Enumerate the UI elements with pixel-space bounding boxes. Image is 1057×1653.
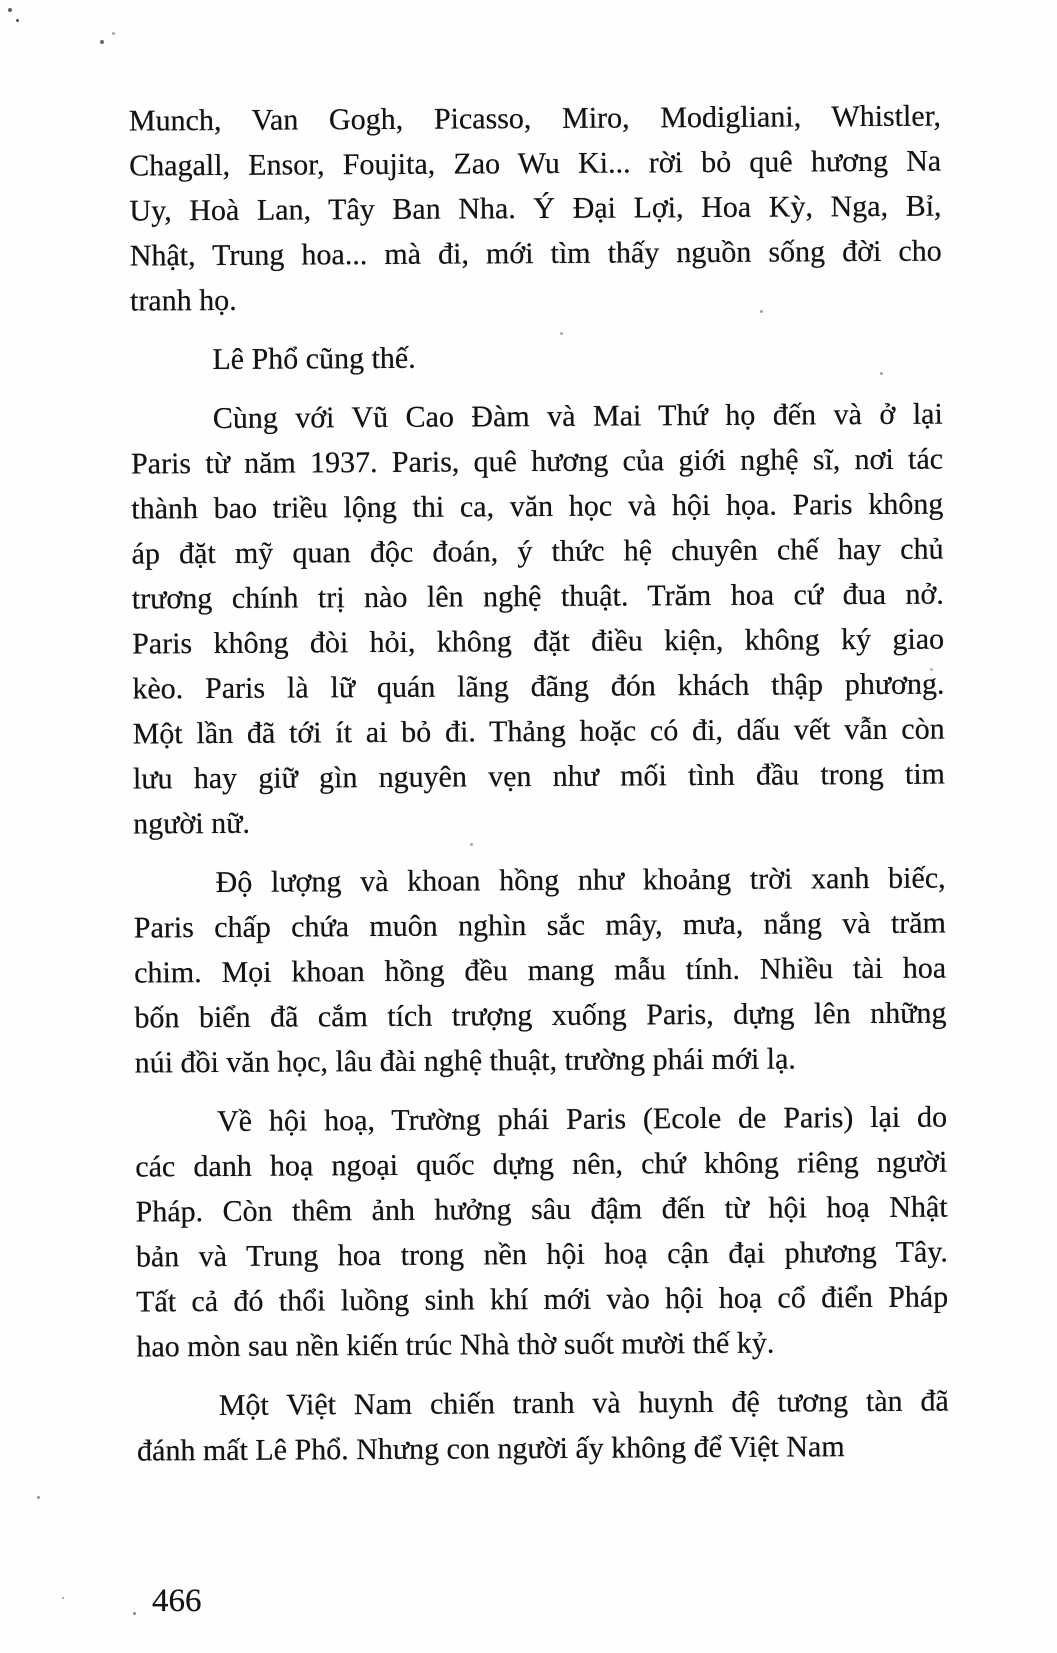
scan-speck [930,668,933,671]
scan-speck [62,1597,64,1599]
text-line: Cùng với Vũ Cao Đàm và Mai Thứ họ đến và ở lại [212,397,943,435]
paragraph [129,94,942,324]
page-number: 466 [152,1583,202,1619]
text-line: Một lần đã tới ít ai bỏ đi. Thảng hoặc có đi, dấu vết vẫn còn [132,712,945,751]
text-line: Uy, Hoà Lan, Tây Ban Nha. Ý Đại Lợi, Hoa Kỳ, Nga, Bỉ, [129,189,942,228]
text-line: áp đặt mỹ quan độc đoán, ý thức hệ chuyên chế hay chủ [131,532,944,571]
text-line: lưu hay giữ gìn nguyên vẹn như mối tình đầu trong tim [132,757,946,796]
text-line: Pháp. Còn thêm ảnh hưởng sâu đậm đến từ hội hoạ Nhật [135,1190,948,1229]
paragraph [130,333,942,383]
scan-speck [16,19,19,22]
scan-speck [112,32,115,35]
text-line: Về hội hoạ, Trường phái Paris (Ecole de Paris) lại do [216,1100,948,1138]
scan-speck [760,310,763,313]
scan-speck [133,1612,136,1615]
text-line: thành bao triều lộng thi ca, văn học và hội họa. Paris không [131,487,944,526]
paragraph [133,856,946,1086]
text-line: Paris từ năm 1937. Paris, quê hương của giới nghệ sĩ, nơi tác [130,442,944,481]
scan-speck [8,8,12,12]
text-line: hao mòn sau nền kiến trúc Nhà thờ suốt mười thế kỷ. [136,1326,775,1364]
scan-speck [470,843,473,846]
page-text [129,94,949,1474]
text-line: Nhật, Trung hoa... mà đi, mới tìm thấy nguồn sống đời cho [129,234,942,273]
text-line: Chagall, Ensor, Foujita, Zao Wu Ki... rời bỏ quê hương Na [129,144,942,183]
text-line: các danh hoạ ngoại quốc dựng nên, chứ không riêng người [135,1145,948,1184]
text-line: núi đồi văn học, lâu đài nghệ thuật, trường phái mới lạ. [134,1042,796,1080]
scan-speck [37,1496,40,1499]
text-line: Munch, Van Gogh, Picasso, Miro, Modigliani, Whistler, [128,99,942,138]
scan-speck [560,332,563,335]
text-line: chim. Mọi khoan hồng đều mang mẫu tính. Nhiều tài hoa [134,951,947,990]
paragraph [135,1095,949,1370]
text-line: tranh họ. [129,283,237,318]
text-line: đánh mất Lê Phổ. Nhưng con người ấy không để Việt Nam [136,1430,845,1468]
text-line: Paris chấp chứa muôn nghìn sắc mây, mưa, nắng và trăm [133,906,946,945]
text-line: Lê Phổ cũng thế. [212,341,416,376]
text-line: Paris không đòi hỏi, không đặt điều kiện, không ký giao [132,622,945,661]
text-line: Độ lượng và khoan hồng như khoảng trời xanh biếc, [215,861,946,899]
paragraph [131,392,946,847]
text-line: Một Việt Nam chiến tranh và huynh đệ tương tàn đã [218,1384,949,1422]
text-line: bốn biển đã cắm tích trượng xuống Paris, dựng lên những [134,996,947,1035]
text-line: bản và Trung hoa trong nền hội hoạ cận đại phương Tây. [135,1235,948,1274]
text-line: Tất cả đó thổi luồng sinh khí mới vào hội hoạ cổ điển Pháp [136,1280,949,1319]
paragraph [137,1379,950,1474]
text-line: kèo. Paris là lữ quán lãng đãng đón khách thập phương. [132,667,945,706]
text-line: người nữ. [133,806,251,841]
scan-speck [100,40,104,44]
text-line: trương chính trị nào lên nghệ thuật. Trăm hoa cứ đua nở. [131,577,944,616]
scan-speck [880,372,883,375]
